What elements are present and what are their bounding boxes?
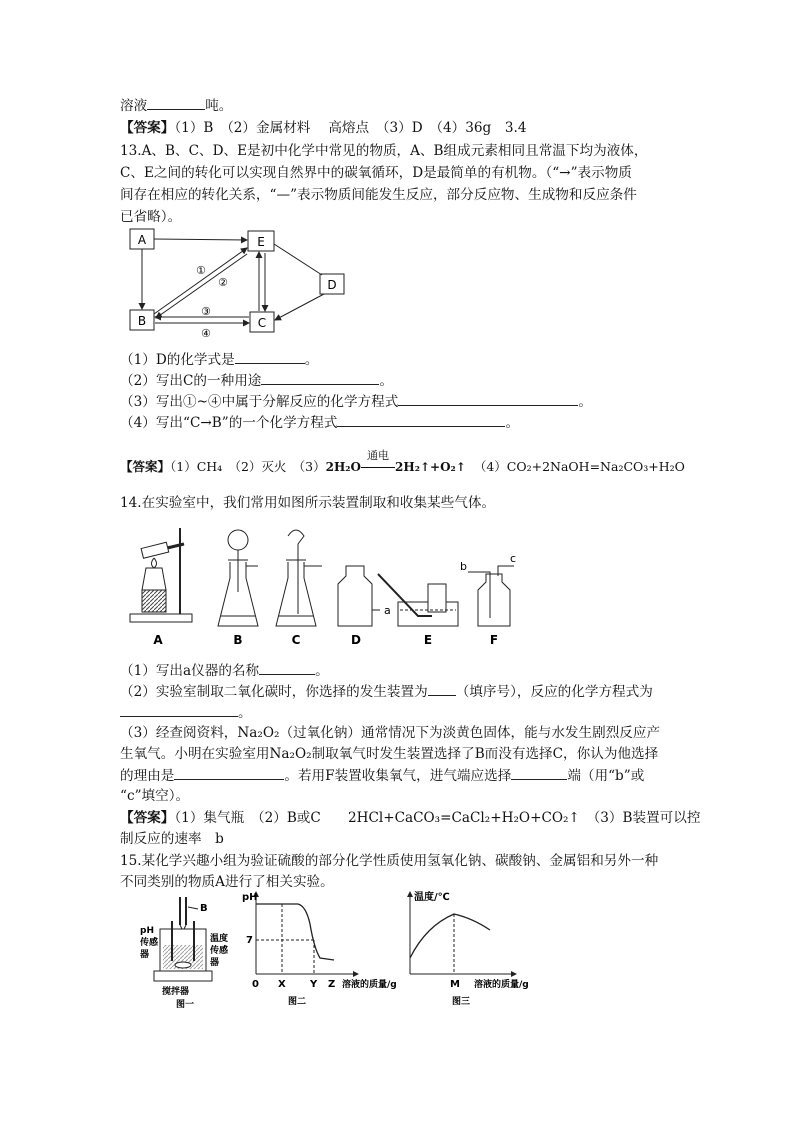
label-end-b: b [460,560,467,573]
apparatus-f [460,552,516,647]
node-e-label: E [257,235,265,249]
electrolysis-equation: 2H₂O 通电 2H₂↑+O₂↑ [325,449,466,474]
q14-sub3-line3: 的理由是 。若用F装置收集氧气，进气端应选择 端（用“b”或 [120,765,644,786]
fig2-caption: 图二 [288,997,307,1007]
answer-blank [398,391,578,406]
fig2-ylabel: pH [242,892,258,903]
fig2-xtick-y: Y [310,979,318,990]
q13-sub4: （4）写出“C→B”的一个化学方程式 。 [120,412,519,433]
answer-blank [511,765,567,780]
label-c: C [291,633,301,647]
arrow-label-3: ③ [201,305,211,318]
q14-sub3-line4: “c”填空）。 [120,788,190,804]
temperature-curve [410,914,490,958]
arrow-label-2: ② [218,276,228,289]
fig1-caption: 图一 [176,1000,195,1009]
label-f: F [489,633,499,647]
q13-stem-line2: C、E之间的转化可以实现自然界中的碳氧循环，D是最简单的有机物。（“→”表示物质 [120,165,632,181]
ph-sensor-label: pH [140,926,154,936]
answer-blank [120,702,238,717]
q13-stem-line1: 13.A、B、C、D、E是初中化学中常见的物质，A、B组成元素相同且常温下均为液体， [120,143,648,159]
q13-stem-line3: 间存在相应的转化关系，“—”表示物质间能发生反应，部分反应物、生成物和反应条件 [120,187,637,203]
node-a-label: A [137,233,147,247]
q13-sub1: （1）D的化学式是 。 [120,349,318,370]
label-b: B [233,633,243,647]
answer-blank [235,349,305,364]
q15-figure-2-ph-chart [240,888,400,1012]
fig2-xtick-x: X [278,979,286,990]
node-d-label: D [327,278,337,292]
fig2-y7: 7 [246,935,253,946]
answer-blank [147,95,205,110]
q14-apparatus-figure [122,518,518,650]
q13-answer: 【答案】（1）CH₄ （2）灭火 （3）2H₂O 通电 2H₂↑+O₂↑ （4）CO₂+2NaOH=Na₂CO₃+H₂O [120,449,685,474]
q14-stem: 14.在实验室中，我们常用如图所示装置制取和收集某些气体。 [120,495,496,511]
q15-figure-3-temperature-chart [404,888,544,1012]
q13-stem-line4: 已省略）。 [120,209,182,225]
fig3-ylabel: 温度/℃ [414,892,450,903]
q14-answer-line1: 【答案】（1）集气瓶 （2）B或C 2HCl+CaCO₃=CaCl₂+H₂O+CO₂↑ （3）B装置可以控 [120,810,701,826]
fig2-xtick-z: Z [328,979,336,990]
node-b-label: B [137,314,147,328]
apparatus-a [130,528,192,647]
q13-sub3: （3）写出①~④中属于分解反应的化学方程式 。 [120,391,592,412]
label-d: D [351,633,361,647]
q13-sub2: （2）写出C的一种用途 。 [120,370,393,391]
fig2-xtick-0: 0 [252,979,259,990]
arrow-label-4: ④ [201,327,211,338]
label-e: E [423,633,433,647]
fig3-xlabel: 溶液的质量/g [474,980,529,990]
q14-sub2-cont: 。 [120,702,252,723]
q15-figure-1 [136,895,236,1009]
label-end-c: c [510,552,517,565]
answer-blank [337,412,505,427]
fig3-caption: 图三 [452,997,471,1007]
svg-text:器: 器 [210,958,220,968]
q15-stem-line2: 不同类别的物质A进行了相关实验。 [120,874,334,890]
arrow-label-1: ① [196,264,206,277]
ph-curve [256,904,334,960]
answer-blank [259,660,315,675]
q15-stem-line1: 15.某化学兴趣小组为验证硫酸的部分化学性质使用氢氧化钠、碳酸钠、金属铝和另外一种 [120,853,659,869]
q14-sub3-line2: 生氧气。小明在实验室用Na₂O₂制取氧气时发生装置选择了B而没有选择C，你认为他选择 [120,746,659,762]
label-a: A [153,633,163,647]
q12-tail-line: 溶液 吨。 [120,95,232,116]
label-instrument-a: a [384,604,391,617]
q13-relation-diagram [126,226,356,338]
q14-sub2: （2）实验室制取二氧化碳时，你选择的发生装置为 （填序号），反应的化学方程式为 [120,681,653,702]
q14-sub1: （1）写出a仪器的名称 。 [120,660,329,681]
fig3-xtick-m: M [450,979,460,990]
q14-answer-line2: 制反应的速率 b [120,831,224,847]
apparatus-c [276,530,322,647]
svg-text:传感: 传感 [140,938,159,948]
q12-answer: 【答案】（1）B （2）金属材料 高熔点 （3）D （4）36g 3.4 [120,120,527,136]
node-c-label: C [257,316,267,330]
answer-blank [174,765,284,780]
temp-sensor-label: 温度 [210,934,229,944]
q14-sub3-line1: （3）经查阅资料，Na₂O₂（过氧化钠）通常情况下为淡黄色固体，能与水发生剧烈反应产 [120,725,661,741]
svg-text:器: 器 [140,950,150,960]
fig2-xlabel: 溶液的质量/g [342,980,397,990]
apparatus-b [218,530,258,647]
fig1-label-b: B [200,903,208,914]
stirrer-label: 搅拌器 [162,987,190,997]
answer-blank [261,370,379,385]
svg-text:传感: 传感 [210,946,229,956]
answer-blank [428,681,456,696]
